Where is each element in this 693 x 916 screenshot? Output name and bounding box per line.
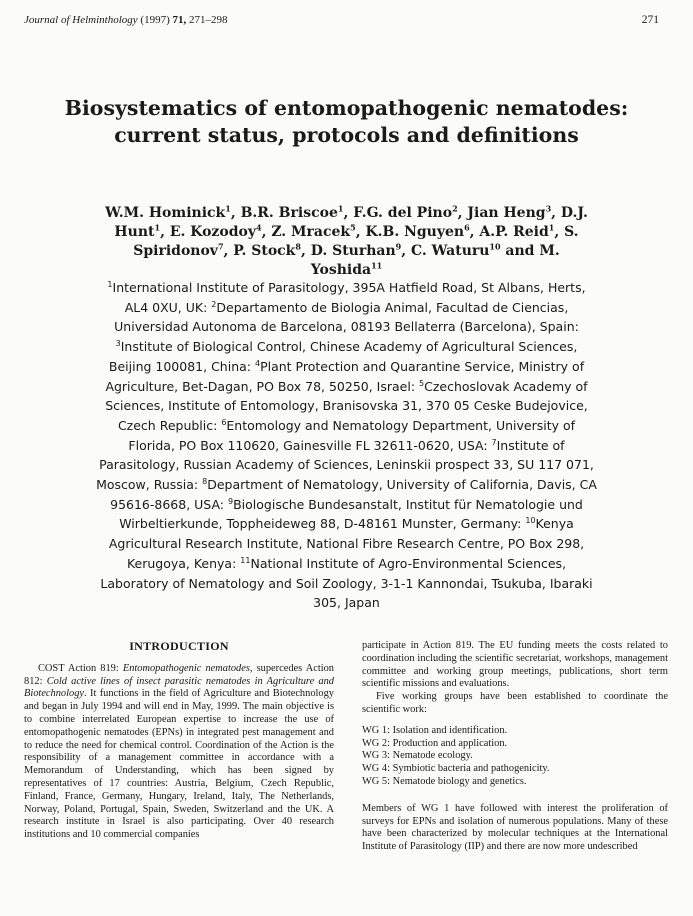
author-name: Jian Heng	[467, 205, 546, 221]
author-name: F.G. del Pino	[353, 205, 453, 221]
left-column	[24, 640, 334, 842]
affiliations	[94, 278, 599, 613]
author-name: C. Waturu	[411, 243, 490, 259]
affiliation-text: Departamento de Biologia Animal, Facultad de Ciencias, Universidad Autonoma de Barcelona, 08193 Bellaterra (Barcelona), Spain:	[114, 299, 579, 335]
working-group-item: WG 5: Nematode biology and genetics.	[362, 775, 527, 787]
affiliation-text: Czechoslovak Academy of Sciences, Institute of Entomology, Branisovska 31, 370 05 Ceske Budejovice, Czech Republic:	[105, 378, 588, 433]
author-affiliation-marker: 1	[337, 203, 344, 214]
paper-title: Biosystematics of entomopathogenic nematodes: current status, protocols and definitions	[64, 96, 629, 147]
intro-text-start: COST Action 819:	[38, 662, 123, 674]
author-name: D.J. Hunt	[114, 205, 588, 240]
wg1-paragraph: Members of WG 1 have followed with interest the proliferation of surveys for EPNs and isolation of numerous populations. Many of these have been characterized by molecular techniques at the International Institute of Parasitology (IIP) and there are now more undescribed	[362, 802, 668, 853]
affiliation-marker: 11	[240, 555, 251, 565]
working-groups-intro: Five working groups have been established to coordinate the scientific work:	[362, 691, 668, 715]
affiliation-marker: 7	[491, 437, 497, 447]
affiliation-marker: 2	[211, 299, 217, 309]
right-column	[362, 640, 668, 854]
affiliation-marker: 10	[525, 516, 536, 526]
author-affiliation-marker: 9	[395, 241, 402, 252]
author-affiliation-marker: 8	[295, 241, 301, 252]
affiliation-text: Department of Nematology, University of California, Davis, CA 95616-8668, USA:	[110, 477, 597, 512]
author-affiliation-marker: 3	[545, 203, 552, 214]
affiliation-text: International Institute of Parasitology, 395A Hatfield Road, St Albans, Herts, AL4 0XU, UK:	[112, 280, 586, 315]
affiliation-marker: 5	[419, 378, 425, 388]
author-affiliation-marker: 4	[255, 222, 262, 233]
author-name: K.B. Nguyen	[365, 224, 465, 240]
affiliation-marker: 4	[254, 358, 261, 368]
working-group-list	[362, 725, 668, 789]
intro-italic-action-819: Entomopathogenic nematodes	[122, 662, 250, 674]
working-group-item: WG 3: Nematode ecology.	[362, 750, 473, 762]
working-group-item: WG 1: Isolation and identification.	[362, 724, 508, 736]
author-name: Z. Mracek	[271, 224, 351, 240]
journal-name: Journal of Helminthology	[24, 14, 138, 26]
intro-italic-action-812: Cold active lines of insect parasitic nematodes in Agriculture and Biotechnology	[24, 675, 335, 700]
author-separator: ,	[230, 205, 241, 221]
author-name: B.R. Briscoe	[240, 205, 338, 221]
author-separator: ,	[401, 243, 411, 259]
author-separator: ,	[355, 224, 366, 240]
author-affiliation-marker: 2	[452, 203, 458, 214]
journal-pages: 271–298	[188, 14, 228, 26]
working-group-item: WG 4: Symbiotic bacteria and pathogenicity.	[362, 763, 550, 775]
author-separator: ,	[300, 243, 311, 259]
journal-year: (1997)	[140, 14, 170, 26]
working-group-item: WG 2: Production and application.	[362, 737, 508, 749]
author-affiliation-marker: 11	[371, 260, 383, 271]
affiliation-text: Institute of Parasitology, Russian Academy of Sciences, Leninskii prospect 33, SU 117 071, Moscow, Russia:	[96, 437, 594, 493]
author-separator: ,	[551, 205, 561, 221]
intro-paragraph	[24, 663, 334, 842]
author-affiliation-marker: 6	[464, 222, 470, 233]
affiliation-marker: 8	[202, 476, 208, 486]
author-separator: ,	[261, 224, 272, 240]
journal-volume: 71,	[172, 14, 187, 26]
author-separator: ,	[160, 224, 170, 240]
affiliation-marker: 1	[107, 279, 113, 289]
author-separator: and	[500, 243, 540, 259]
author-name: M. Yoshida	[310, 243, 560, 278]
author-separator: ,	[457, 205, 468, 221]
affiliation-text: Entomology and Nematology Department, University of Florida, PO Box 110620, Gainesville FL 32611-0620, USA:	[128, 417, 576, 453]
affiliation-marker: 3	[115, 338, 121, 348]
author-affiliation-marker: 1	[154, 222, 161, 233]
author-affiliation-marker: 5	[350, 222, 356, 233]
author-name: S. Spiridonov	[133, 224, 579, 259]
author-separator: ,	[223, 243, 234, 259]
affiliation-marker: 9	[228, 496, 234, 506]
intro-text-mid: , supercedes Action 812:	[24, 662, 334, 687]
affiliation-text: Institute of Biological Control, Chinese Academy of Agricultural Sciences, Beijing 100081, China:	[108, 339, 578, 374]
author-affiliation-marker: 10	[489, 241, 501, 252]
author-separator: ,	[469, 224, 480, 240]
intro-text-end: . It functions in the field of Agriculture and Biotechnology and began in July 1994 and will end in May, 1999. The main objective is to combine interrelated European expertise to increase the use of entomopathogenic nematodes (EPNs) in integrated pest management and to reduce the need for chemical control. Coordination of the Action is the responsibility of a management committee in accordance with a Memorandum of Understanding, which has been signed by representatives of 17 countries: Austria, Belgium, Czech Republic, Finland, France, Germany, Hungary, Ireland, Italy, The Netherlands, Norway, Poland, Portugal, Spain, Sweden, Switzerland and the UK. A research institute in Israel is also participating. Over 40 research institutions and 10 commercial companies	[24, 688, 334, 841]
page-number: 271	[641, 14, 659, 26]
running-header	[24, 14, 659, 26]
affiliation-text: National Institute of Agro-Environmental Sciences, Laboratory of Nematology and Soil Zoology, 3-1-1 Kannondai, Tsukuba, Ibaraki 305, Japan	[100, 555, 593, 611]
author-name: W.M. Hominick	[105, 205, 226, 221]
author-list	[100, 204, 593, 280]
author-name: A.P. Reid	[479, 224, 549, 240]
funding-paragraph: participate in Action 819. The EU funding meets the costs related to coordination including the scientific secretariat, workshops, management committee and working group meetings, publications, short term scientific missions and evaluations.	[362, 640, 668, 690]
affiliation-text: Biologische Bundesanstalt, Institut für Nematologie und Wirbeltierkunde, Toppheideweg 88, D-48161 Munster, Germany:	[119, 496, 583, 532]
author-affiliation-marker: 1	[225, 203, 231, 214]
journal-citation	[24, 14, 227, 26]
author-name: P. Stock	[233, 243, 296, 259]
affiliation-marker: 6	[221, 417, 227, 427]
author-name: E. Kozodoy	[169, 224, 256, 240]
author-affiliation-marker: 7	[217, 241, 224, 252]
author-name: D. Sturhan	[310, 243, 396, 259]
author-separator: ,	[343, 205, 354, 221]
author-affiliation-marker: 1	[548, 222, 555, 233]
affiliation-text: Kenya Agricultural Research Institute, National Fibre Research Centre, PO Box 298, Kerugoya, Kenya:	[108, 516, 585, 571]
section-heading: INTRODUCTION	[129, 639, 229, 653]
author-separator: ,	[554, 224, 565, 240]
affiliation-text: Plant Protection and Quarantine Service, Ministry of Agriculture, Bet-Dagan, PO Box 78, 50250, Israel:	[105, 358, 585, 394]
